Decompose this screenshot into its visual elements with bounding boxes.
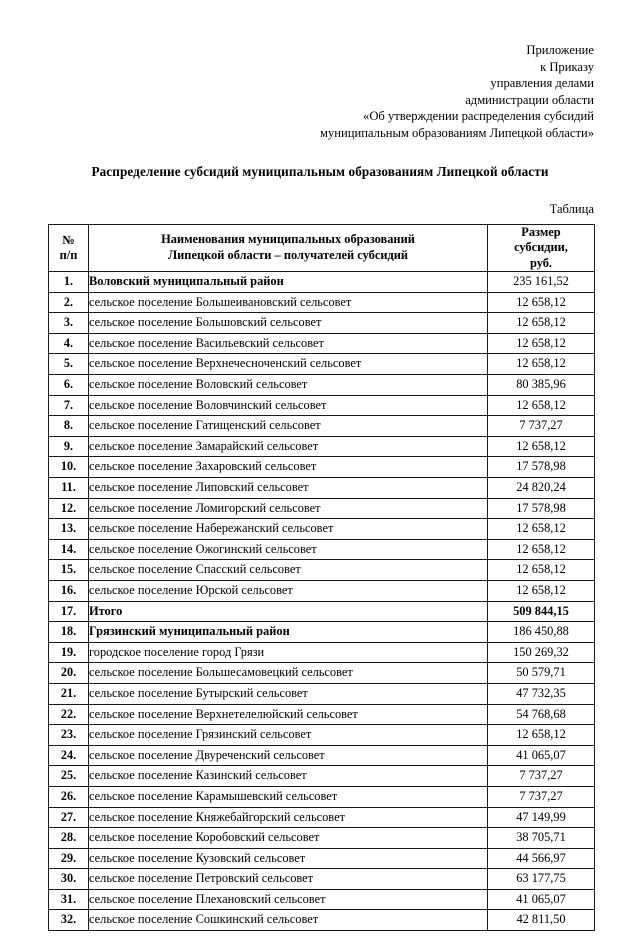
table-row	[49, 704, 595, 725]
municipality-name: сельское поселение Гатищенский сельсовет	[89, 416, 488, 437]
subsidy-amount: 12 658,12	[488, 333, 595, 354]
table-row	[49, 478, 595, 499]
subsidy-amount: 12 658,12	[488, 519, 595, 540]
municipality-name: сельское поселение Большесамовецкий сельсовет	[89, 663, 488, 684]
table-row	[49, 580, 595, 601]
subsidy-amount: 7 737,27	[488, 416, 595, 437]
header-line-2: к Приказу	[540, 59, 594, 74]
table-row	[49, 539, 595, 560]
row-number: 18.	[49, 622, 89, 643]
row-number: 7.	[49, 395, 89, 416]
municipality-name: сельское поселение Кузовский сельсовет	[89, 848, 488, 869]
subsidy-table	[48, 224, 595, 932]
subsidy-amount: 38 705,71	[488, 828, 595, 849]
table-row	[49, 457, 595, 478]
municipality-name: сельское поселение Карамышевский сельсовет	[89, 786, 488, 807]
column-header-name-line2: Липецкой области – получателей субсидий	[167, 247, 409, 262]
column-header-amount-line1: Размер	[521, 224, 561, 239]
row-number: 12.	[49, 498, 89, 519]
municipality-name: сельское поселение Петровский сельсовет	[89, 869, 488, 890]
municipality-name: сельское поселение Верхнечесноченский сельсовет	[89, 354, 488, 375]
subsidy-amount: 12 658,12	[488, 313, 595, 334]
row-number: 31.	[49, 889, 89, 910]
row-number: 9.	[49, 436, 89, 457]
table-caption: Таблица	[549, 201, 594, 216]
municipality-name: сельское поселение Двуреченский сельсовет	[89, 745, 488, 766]
subsidy-amount: 47 732,35	[488, 683, 595, 704]
subsidy-amount: 7 737,27	[488, 766, 595, 787]
column-header-number-line1: №	[62, 232, 75, 247]
municipality-name: сельское поселение Замарайский сельсовет	[89, 436, 488, 457]
municipality-name: сельское поселение Набережанский сельсовет	[89, 519, 488, 540]
table-row	[49, 601, 595, 622]
row-number: 6.	[49, 375, 89, 396]
table-row	[49, 725, 595, 746]
table-row	[49, 910, 595, 931]
municipality-name: сельское поселение Большовский сельсовет	[89, 313, 488, 334]
table-row	[49, 375, 595, 396]
subsidy-amount: 12 658,12	[488, 395, 595, 416]
subsidy-amount: 235 161,52	[488, 272, 595, 293]
subsidy-amount: 12 658,12	[488, 580, 595, 601]
row-number: 28.	[49, 828, 89, 849]
document-header-block	[0, 42, 640, 142]
subsidy-amount: 12 658,12	[488, 436, 595, 457]
row-number: 1.	[49, 272, 89, 293]
table-row	[49, 333, 595, 354]
header-line-5: «Об утверждении распределения субсидий	[363, 109, 594, 124]
table-row	[49, 498, 595, 519]
subsidy-amount: 41 065,07	[488, 745, 595, 766]
table-row	[49, 436, 595, 457]
municipality-name: сельское поселение Коробовский сельсовет	[89, 828, 488, 849]
table-row	[49, 622, 595, 643]
municipality-name: сельское поселение Верхнетелелюйский сельсовет	[89, 704, 488, 725]
column-header-amount-line3: руб.	[529, 255, 553, 270]
table-row	[49, 272, 595, 293]
subsidy-amount: 41 065,07	[488, 889, 595, 910]
table-header-row	[49, 224, 595, 272]
header-line-6: муниципальным образованиям Липецкой области»	[320, 125, 594, 140]
row-number: 29.	[49, 848, 89, 869]
subsidy-amount: 24 820,24	[488, 478, 595, 499]
table-row	[49, 519, 595, 540]
column-header-number-line2: п/п	[59, 247, 78, 262]
table-container	[0, 224, 640, 932]
municipality-name: сельское поселение Васильевский сельсовет	[89, 333, 488, 354]
header-line-3: управления делами	[490, 76, 594, 91]
municipality-name: сельское поселение Казинский сельсовет	[89, 766, 488, 787]
table-row	[49, 786, 595, 807]
column-header-name-line1: Наименования муниципальных образований	[161, 232, 415, 247]
header-line-4: администрации области	[465, 92, 594, 107]
municipality-name: сельское поселение Воловчинский сельсовет	[89, 395, 488, 416]
subsidy-amount: 150 269,32	[488, 642, 595, 663]
row-number: 19.	[49, 642, 89, 663]
subsidy-amount: 80 385,96	[488, 375, 595, 396]
row-number: 23.	[49, 725, 89, 746]
row-number: 22.	[49, 704, 89, 725]
column-header-amount	[488, 224, 595, 272]
municipality-name: сельское поселение Липовский сельсовет	[89, 478, 488, 499]
page-title: Распределение субсидий муниципальным образованиям Липецкой области	[91, 163, 549, 179]
subsidy-amount: 186 450,88	[488, 622, 595, 643]
municipality-name: Воловский муниципальный район	[89, 272, 488, 293]
header-line-1: Приложение	[526, 43, 594, 57]
row-number: 17.	[49, 601, 89, 622]
municipality-name: сельское поселение Княжебайгорский сельсовет	[89, 807, 488, 828]
table-row	[49, 354, 595, 375]
column-header-number	[49, 224, 89, 272]
row-number: 32.	[49, 910, 89, 931]
subsidy-amount: 509 844,15	[488, 601, 595, 622]
municipality-name: Итого	[89, 601, 488, 622]
row-number: 15.	[49, 560, 89, 581]
row-number: 21.	[49, 683, 89, 704]
row-number: 13.	[49, 519, 89, 540]
table-row	[49, 869, 595, 890]
column-header-amount-line2: субсидии,	[514, 240, 568, 255]
row-number: 30.	[49, 869, 89, 890]
table-row	[49, 807, 595, 828]
table-row	[49, 663, 595, 684]
municipality-name: сельское поселение Сошкинский сельсовет	[89, 910, 488, 931]
row-number: 2.	[49, 292, 89, 313]
subsidy-amount: 54 768,68	[488, 704, 595, 725]
municipality-name: сельское поселение Ожогинский сельсовет	[89, 539, 488, 560]
table-body	[49, 272, 595, 931]
row-number: 16.	[49, 580, 89, 601]
table-row	[49, 642, 595, 663]
row-number: 24.	[49, 745, 89, 766]
municipality-name: сельское поселение Воловский сельсовет	[89, 375, 488, 396]
row-number: 27.	[49, 807, 89, 828]
row-number: 4.	[49, 333, 89, 354]
table-row	[49, 745, 595, 766]
row-number: 8.	[49, 416, 89, 437]
table-row	[49, 766, 595, 787]
municipality-name: сельское поселение Бутырский сельсовет	[89, 683, 488, 704]
table-row	[49, 889, 595, 910]
table-row	[49, 683, 595, 704]
subsidy-amount: 17 578,98	[488, 457, 595, 478]
subsidy-amount: 12 658,12	[488, 292, 595, 313]
municipality-name: сельское поселение Грязинский сельсовет	[89, 725, 488, 746]
subsidy-amount: 17 578,98	[488, 498, 595, 519]
municipality-name: сельское поселение Плехановский сельсовет	[89, 889, 488, 910]
municipality-name: Грязинский муниципальный район	[89, 622, 488, 643]
table-row	[49, 292, 595, 313]
table-row	[49, 828, 595, 849]
subsidy-amount: 12 658,12	[488, 354, 595, 375]
municipality-name: сельское поселение Ломигорский сельсовет	[89, 498, 488, 519]
municipality-name: сельское поселение Юрской сельсовет	[89, 580, 488, 601]
subsidy-amount: 12 658,12	[488, 539, 595, 560]
table-row	[49, 313, 595, 334]
row-number: 25.	[49, 766, 89, 787]
subsidy-amount: 47 149,99	[488, 807, 595, 828]
row-number: 5.	[49, 354, 89, 375]
row-number: 26.	[49, 786, 89, 807]
table-row	[49, 848, 595, 869]
subsidy-amount: 7 737,27	[488, 786, 595, 807]
subsidy-amount: 12 658,12	[488, 560, 595, 581]
subsidy-amount: 12 658,12	[488, 725, 595, 746]
row-number: 14.	[49, 539, 89, 560]
column-header-name	[89, 224, 488, 272]
municipality-name: сельское поселение Захаровский сельсовет	[89, 457, 488, 478]
row-number: 10.	[49, 457, 89, 478]
table-row	[49, 395, 595, 416]
table-row	[49, 416, 595, 437]
row-number: 11.	[49, 478, 89, 499]
municipality-name: сельское поселение Спасский сельсовет	[89, 560, 488, 581]
document-page	[0, 42, 640, 947]
municipality-name: городское поселение город Грязи	[89, 642, 488, 663]
subsidy-amount: 63 177,75	[488, 869, 595, 890]
row-number: 20.	[49, 663, 89, 684]
row-number: 3.	[49, 313, 89, 334]
municipality-name: сельское поселение Большеивановский сельсовет	[89, 292, 488, 313]
table-row	[49, 560, 595, 581]
table-header	[49, 224, 595, 272]
subsidy-amount: 50 579,71	[488, 663, 595, 684]
subsidy-amount: 42 811,50	[488, 910, 595, 931]
subsidy-amount: 44 566,97	[488, 848, 595, 869]
